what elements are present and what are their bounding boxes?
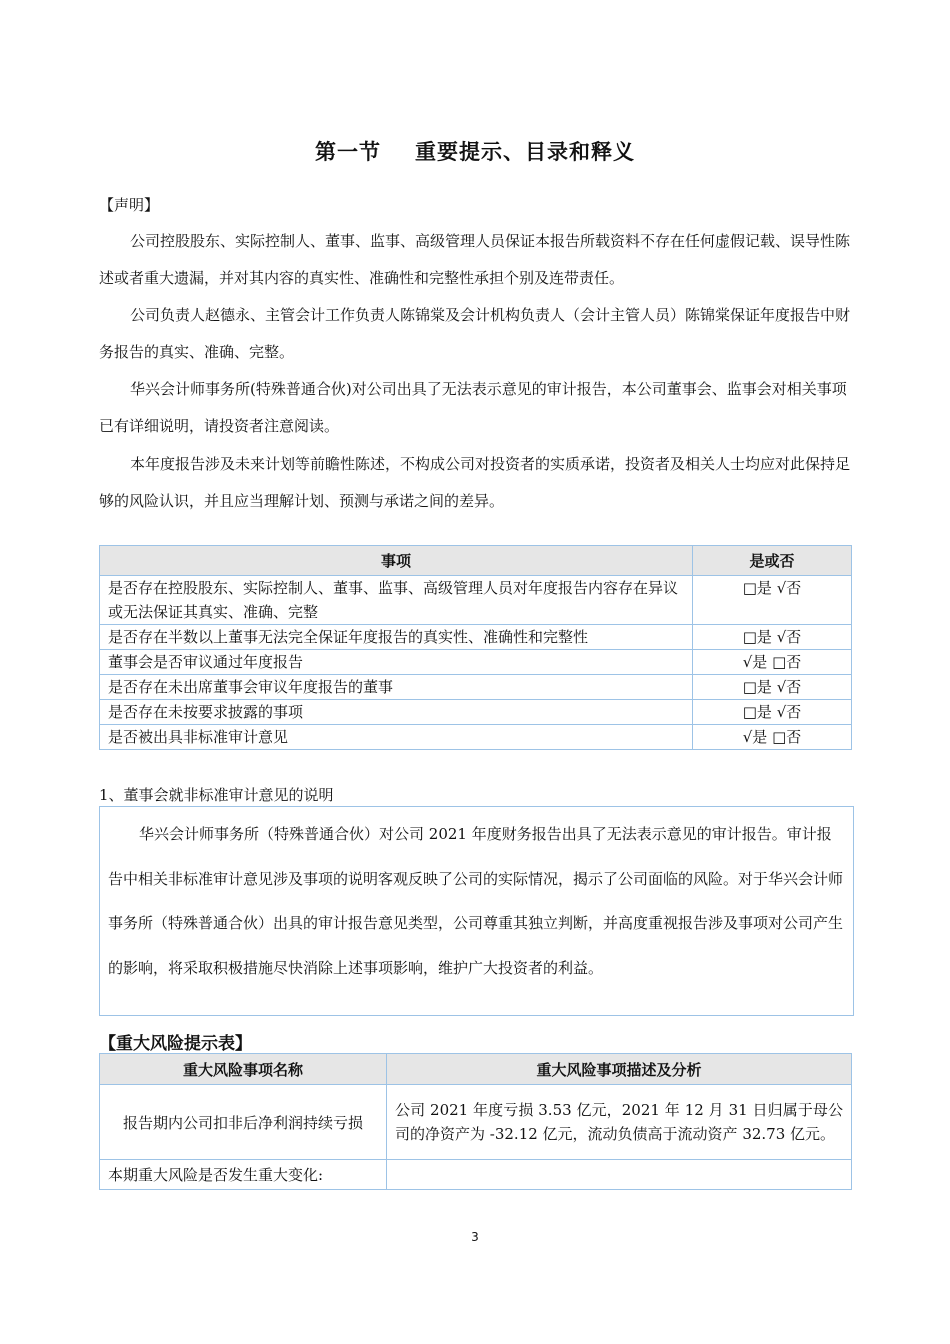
section-title (0, 136, 950, 166)
matters-table (99, 545, 852, 750)
risk-name: 本期重大风险是否发生重大变化: (100, 1160, 387, 1190)
matter-item: 是否被出具非标准审计意见 (100, 725, 693, 750)
page-number: 3 (471, 1230, 479, 1244)
risk-table-header (100, 1054, 852, 1085)
matter-item: 董事会是否审议通过年度报告 (100, 650, 693, 675)
matters-header-item: 事项 (100, 546, 693, 576)
risk-desc: 公司 2021 年度亏损 3.53 亿元，2021 年 12 月 31 日归属于母公司的净资产为 -32.12 亿元，流动负债高于流动资产 32.73 亿元。 (387, 1085, 852, 1160)
declaration-paragraph-1: 公司控股股东、实际控制人、董事、监事、高级管理人员保证本报告所载资料不存在任何虚假记载、误导性陈述或者重大遗漏，并对其内容的真实性、准确性和完整性承担个别及连带责任。 (99, 232, 851, 287)
matter-answer: □是 √否 (693, 576, 852, 625)
section-label: 第一节 (315, 140, 381, 164)
audit-note-heading: 1、董事会就非标准审计意见的说明 (99, 786, 334, 804)
risk-name: 报告期内公司扣非后净利润持续亏损 (100, 1085, 387, 1160)
risk-header-name: 重大风险事项名称 (100, 1054, 387, 1085)
risk-header-desc: 重大风险事项描述及分析 (387, 1054, 852, 1085)
declaration-paragraph-4: 本年度报告涉及未来计划等前瞻性陈述，不构成公司对投资者的实质承诺，投资者及相关人士均应对此保持足够的风险认识，并且应当理解计划、预测与承诺之间的差异。 (99, 455, 851, 510)
matter-answer: □是 √否 (693, 625, 852, 650)
matter-item: 是否存在半数以上董事无法完全保证年度报告的真实性、准确性和完整性 (100, 625, 693, 650)
matter-answer: √是 □否 (693, 650, 852, 675)
risk-table (99, 1053, 852, 1190)
table-row (100, 700, 852, 725)
table-row (100, 675, 852, 700)
audit-note-box: 华兴会计师事务所（特殊普通合伙）对公司 2021 年度财务报告出具了无法表示意见的审计报告。审计报告中相关非标准审计意见涉及事项的说明客观反映了公司的实际情况，揭示了公司面临的风险。对于华兴会计师事务所（特殊普通合伙）出具的审计报告意见类型，公司尊重其独立判断，并高度重视报告涉及事项对公司产生的影响，将采取积极措施尽快消除上述事项影响，维护广大投资者的利益。 (99, 806, 854, 1016)
risk-desc (387, 1160, 852, 1190)
table-row (100, 1160, 852, 1190)
declaration-paragraph-3: 华兴会计师事务所(特殊普通合伙)对公司出具了无法表示意见的审计报告，本公司董事会、监事会对相关事项已有详细说明，请投资者注意阅读。 (99, 380, 847, 435)
table-row (100, 650, 852, 675)
table-row (100, 576, 852, 625)
declaration-paragraph-2: 公司负责人赵德永、主管会计工作负责人陈锦棠及会计机构负责人（会计主管人员）陈锦棠保证年度报告中财务报告的真实、准确、完整。 (99, 306, 851, 361)
declaration-heading: 【声明】 (99, 196, 160, 214)
matter-answer: □是 √否 (693, 700, 852, 725)
matter-item: 是否存在控股股东、实际控制人、董事、监事、高级管理人员对年度报告内容存在异议或无法保证其真实、准确、完整 (100, 576, 693, 625)
table-row (100, 625, 852, 650)
matter-item: 是否存在未出席董事会审议年度报告的董事 (100, 675, 693, 700)
risk-table-title: 【重大风险提示表】 (99, 1034, 252, 1054)
table-row (100, 1085, 852, 1160)
table-row (100, 725, 852, 750)
section-heading: 重要提示、目录和释义 (415, 140, 635, 164)
matter-answer: √是 □否 (693, 725, 852, 750)
matters-table-header (100, 546, 852, 576)
matter-answer: □是 √否 (693, 675, 852, 700)
matter-item: 是否存在未按要求披露的事项 (100, 700, 693, 725)
matters-header-answer: 是或否 (693, 546, 852, 576)
